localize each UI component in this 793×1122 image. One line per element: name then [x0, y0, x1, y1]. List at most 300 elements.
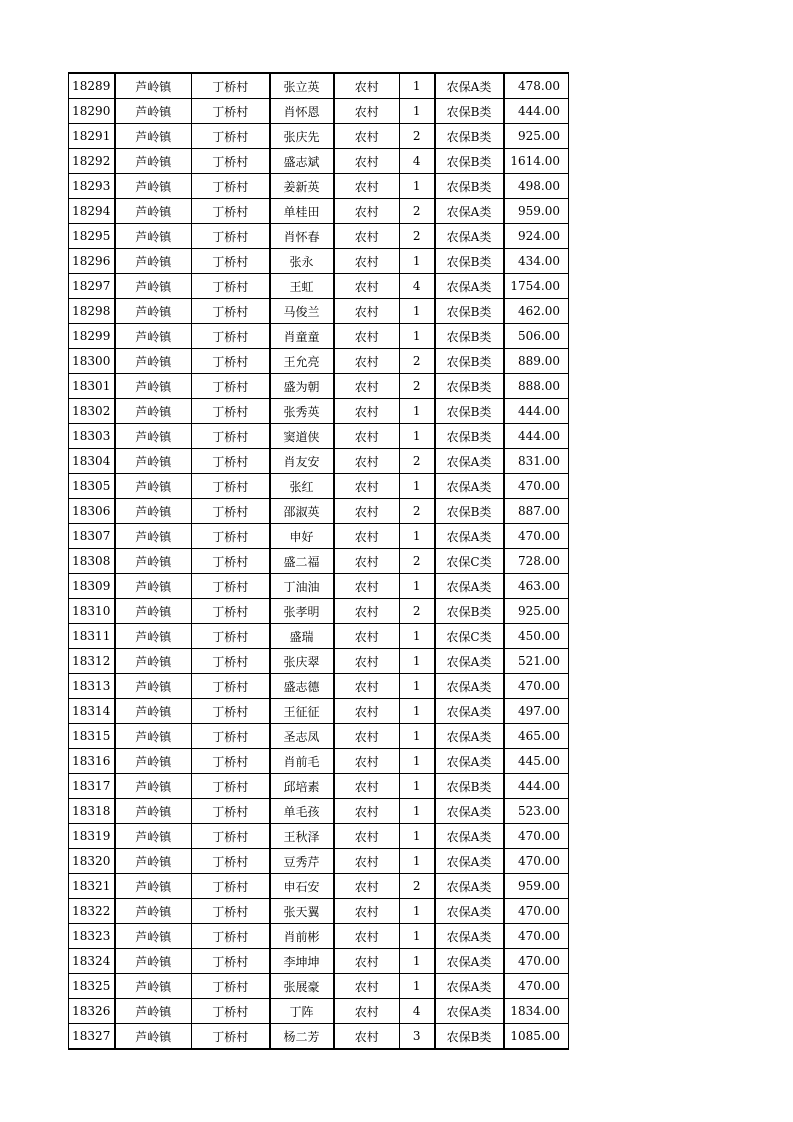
category-cell: 农保B类 — [435, 399, 504, 424]
table-row — [69, 274, 569, 299]
household-count-cell: 1 — [400, 174, 435, 199]
village-cell: 丁桥村 — [192, 174, 270, 199]
table-row — [69, 624, 569, 649]
amount-cell: 463.00 — [504, 574, 569, 599]
table-row — [69, 924, 569, 949]
area-type-cell: 农村 — [334, 99, 400, 124]
household-count-cell: 1 — [400, 974, 435, 999]
category-cell: 农保A类 — [435, 974, 504, 999]
village-cell: 丁桥村 — [192, 799, 270, 824]
record-id-cell: 18292 — [69, 149, 115, 174]
person-name-cell: 张永 — [270, 249, 334, 274]
category-cell: 农保A类 — [435, 649, 504, 674]
table-row — [69, 424, 569, 449]
record-id-cell: 18299 — [69, 324, 115, 349]
area-type-cell: 农村 — [334, 499, 400, 524]
record-id-cell: 18294 — [69, 199, 115, 224]
area-type-cell: 农村 — [334, 474, 400, 499]
household-count-cell: 1 — [400, 899, 435, 924]
household-count-cell: 1 — [400, 699, 435, 724]
category-cell: 农保B类 — [435, 499, 504, 524]
record-id-cell: 18305 — [69, 474, 115, 499]
person-name-cell: 王允亮 — [270, 349, 334, 374]
village-cell: 丁桥村 — [192, 73, 270, 99]
amount-cell: 523.00 — [504, 799, 569, 824]
town-cell: 芦岭镇 — [115, 599, 192, 624]
amount-cell: 497.00 — [504, 699, 569, 724]
record-id-cell: 18312 — [69, 649, 115, 674]
village-cell: 丁桥村 — [192, 124, 270, 149]
area-type-cell: 农村 — [334, 599, 400, 624]
amount-cell: 444.00 — [504, 424, 569, 449]
household-count-cell: 1 — [400, 924, 435, 949]
amount-cell: 959.00 — [504, 874, 569, 899]
area-type-cell: 农村 — [334, 549, 400, 574]
person-name-cell: 单桂田 — [270, 199, 334, 224]
village-cell: 丁桥村 — [192, 1024, 270, 1050]
amount-cell: 924.00 — [504, 224, 569, 249]
town-cell: 芦岭镇 — [115, 874, 192, 899]
category-cell: 农保A类 — [435, 574, 504, 599]
area-type-cell: 农村 — [334, 249, 400, 274]
person-name-cell: 马俊兰 — [270, 299, 334, 324]
category-cell: 农保B类 — [435, 124, 504, 149]
person-name-cell: 杨二芳 — [270, 1024, 334, 1050]
record-id-cell: 18310 — [69, 599, 115, 624]
village-cell: 丁桥村 — [192, 499, 270, 524]
category-cell: 农保B类 — [435, 149, 504, 174]
person-name-cell: 盛二福 — [270, 549, 334, 574]
area-type-cell: 农村 — [334, 174, 400, 199]
category-cell: 农保B类 — [435, 174, 504, 199]
category-cell: 农保A类 — [435, 899, 504, 924]
record-id-cell: 18311 — [69, 624, 115, 649]
person-name-cell: 姜新英 — [270, 174, 334, 199]
town-cell: 芦岭镇 — [115, 949, 192, 974]
record-id-cell: 18298 — [69, 299, 115, 324]
household-count-cell: 1 — [400, 299, 435, 324]
record-id-cell: 18309 — [69, 574, 115, 599]
category-cell: 农保B类 — [435, 374, 504, 399]
table-row — [69, 349, 569, 374]
amount-cell: 470.00 — [504, 974, 569, 999]
record-id-cell: 18318 — [69, 799, 115, 824]
amount-cell: 470.00 — [504, 924, 569, 949]
town-cell: 芦岭镇 — [115, 124, 192, 149]
record-id-cell: 18308 — [69, 549, 115, 574]
town-cell: 芦岭镇 — [115, 674, 192, 699]
table-row — [69, 974, 569, 999]
category-cell: 农保A类 — [435, 849, 504, 874]
household-count-cell: 1 — [400, 324, 435, 349]
village-cell: 丁桥村 — [192, 749, 270, 774]
record-id-cell: 18306 — [69, 499, 115, 524]
town-cell: 芦岭镇 — [115, 73, 192, 99]
area-type-cell: 农村 — [334, 424, 400, 449]
category-cell: 农保A类 — [435, 224, 504, 249]
amount-cell: 889.00 — [504, 349, 569, 374]
person-name-cell: 邱培素 — [270, 774, 334, 799]
table-row — [69, 774, 569, 799]
village-cell: 丁桥村 — [192, 324, 270, 349]
table-row — [69, 999, 569, 1024]
table-row — [69, 649, 569, 674]
town-cell: 芦岭镇 — [115, 749, 192, 774]
category-cell: 农保A类 — [435, 449, 504, 474]
household-count-cell: 1 — [400, 524, 435, 549]
town-cell: 芦岭镇 — [115, 174, 192, 199]
household-count-cell: 2 — [400, 449, 435, 474]
amount-cell: 887.00 — [504, 499, 569, 524]
village-cell: 丁桥村 — [192, 624, 270, 649]
village-cell: 丁桥村 — [192, 274, 270, 299]
town-cell: 芦岭镇 — [115, 799, 192, 824]
person-name-cell: 肖友安 — [270, 449, 334, 474]
village-cell: 丁桥村 — [192, 249, 270, 274]
record-id-cell: 18314 — [69, 699, 115, 724]
area-type-cell: 农村 — [334, 749, 400, 774]
category-cell: 农保B类 — [435, 424, 504, 449]
village-cell: 丁桥村 — [192, 949, 270, 974]
roster-body — [69, 73, 569, 1049]
household-count-cell: 1 — [400, 474, 435, 499]
household-count-cell: 1 — [400, 849, 435, 874]
area-type-cell: 农村 — [334, 349, 400, 374]
village-cell: 丁桥村 — [192, 649, 270, 674]
table-row — [69, 824, 569, 849]
table-row — [69, 949, 569, 974]
amount-cell: 470.00 — [504, 949, 569, 974]
household-count-cell: 3 — [400, 1024, 435, 1050]
household-count-cell: 1 — [400, 749, 435, 774]
table-row — [69, 724, 569, 749]
table-row — [69, 124, 569, 149]
record-id-cell: 18300 — [69, 349, 115, 374]
town-cell: 芦岭镇 — [115, 699, 192, 724]
village-cell: 丁桥村 — [192, 899, 270, 924]
area-type-cell: 农村 — [334, 299, 400, 324]
town-cell: 芦岭镇 — [115, 924, 192, 949]
village-cell: 丁桥村 — [192, 224, 270, 249]
subsidy-roster-table — [68, 72, 569, 1050]
household-count-cell: 1 — [400, 73, 435, 99]
household-count-cell: 1 — [400, 399, 435, 424]
amount-cell: 470.00 — [504, 524, 569, 549]
village-cell: 丁桥村 — [192, 149, 270, 174]
category-cell: 农保A类 — [435, 749, 504, 774]
town-cell: 芦岭镇 — [115, 399, 192, 424]
person-name-cell: 张秀英 — [270, 399, 334, 424]
table-row — [69, 374, 569, 399]
area-type-cell: 农村 — [334, 1024, 400, 1050]
record-id-cell: 18327 — [69, 1024, 115, 1050]
village-cell: 丁桥村 — [192, 474, 270, 499]
area-type-cell: 农村 — [334, 449, 400, 474]
record-id-cell: 18304 — [69, 449, 115, 474]
household-count-cell: 4 — [400, 274, 435, 299]
area-type-cell: 农村 — [334, 949, 400, 974]
person-name-cell: 肖前毛 — [270, 749, 334, 774]
person-name-cell: 张庆先 — [270, 124, 334, 149]
village-cell: 丁桥村 — [192, 549, 270, 574]
household-count-cell: 2 — [400, 599, 435, 624]
town-cell: 芦岭镇 — [115, 149, 192, 174]
town-cell: 芦岭镇 — [115, 624, 192, 649]
household-count-cell: 1 — [400, 99, 435, 124]
household-count-cell: 2 — [400, 549, 435, 574]
table-row — [69, 849, 569, 874]
amount-cell: 434.00 — [504, 249, 569, 274]
amount-cell: 445.00 — [504, 749, 569, 774]
table-row — [69, 524, 569, 549]
town-cell: 芦岭镇 — [115, 899, 192, 924]
town-cell: 芦岭镇 — [115, 499, 192, 524]
household-count-cell: 2 — [400, 199, 435, 224]
amount-cell: 1834.00 — [504, 999, 569, 1024]
amount-cell: 925.00 — [504, 124, 569, 149]
town-cell: 芦岭镇 — [115, 424, 192, 449]
category-cell: 农保A类 — [435, 199, 504, 224]
amount-cell: 470.00 — [504, 849, 569, 874]
category-cell: 农保A类 — [435, 874, 504, 899]
table-row — [69, 599, 569, 624]
category-cell: 农保A类 — [435, 824, 504, 849]
person-name-cell: 王征征 — [270, 699, 334, 724]
village-cell: 丁桥村 — [192, 699, 270, 724]
area-type-cell: 农村 — [334, 149, 400, 174]
village-cell: 丁桥村 — [192, 849, 270, 874]
area-type-cell: 农村 — [334, 524, 400, 549]
household-count-cell: 4 — [400, 999, 435, 1024]
category-cell: 农保B类 — [435, 349, 504, 374]
area-type-cell: 农村 — [334, 724, 400, 749]
amount-cell: 498.00 — [504, 174, 569, 199]
person-name-cell: 张庆翠 — [270, 649, 334, 674]
area-type-cell: 农村 — [334, 874, 400, 899]
village-cell: 丁桥村 — [192, 349, 270, 374]
record-id-cell: 18296 — [69, 249, 115, 274]
amount-cell: 470.00 — [504, 899, 569, 924]
amount-cell: 462.00 — [504, 299, 569, 324]
category-cell: 农保B类 — [435, 599, 504, 624]
person-name-cell: 申好 — [270, 524, 334, 549]
record-id-cell: 18302 — [69, 399, 115, 424]
town-cell: 芦岭镇 — [115, 574, 192, 599]
table-row — [69, 674, 569, 699]
person-name-cell: 张天翼 — [270, 899, 334, 924]
amount-cell: 1085.00 — [504, 1024, 569, 1050]
person-name-cell: 张红 — [270, 474, 334, 499]
village-cell: 丁桥村 — [192, 299, 270, 324]
amount-cell: 1614.00 — [504, 149, 569, 174]
household-count-cell: 1 — [400, 949, 435, 974]
amount-cell: 521.00 — [504, 649, 569, 674]
table-row — [69, 799, 569, 824]
amount-cell: 470.00 — [504, 474, 569, 499]
town-cell: 芦岭镇 — [115, 774, 192, 799]
area-type-cell: 农村 — [334, 924, 400, 949]
town-cell: 芦岭镇 — [115, 274, 192, 299]
town-cell: 芦岭镇 — [115, 824, 192, 849]
amount-cell: 444.00 — [504, 99, 569, 124]
category-cell: 农保A类 — [435, 73, 504, 99]
village-cell: 丁桥村 — [192, 374, 270, 399]
record-id-cell: 18313 — [69, 674, 115, 699]
area-type-cell: 农村 — [334, 899, 400, 924]
amount-cell: 478.00 — [504, 73, 569, 99]
table-row — [69, 874, 569, 899]
town-cell: 芦岭镇 — [115, 249, 192, 274]
person-name-cell: 肖前彬 — [270, 924, 334, 949]
area-type-cell: 农村 — [334, 574, 400, 599]
village-cell: 丁桥村 — [192, 599, 270, 624]
household-count-cell: 2 — [400, 349, 435, 374]
person-name-cell: 盛志斌 — [270, 149, 334, 174]
village-cell: 丁桥村 — [192, 824, 270, 849]
amount-cell: 1754.00 — [504, 274, 569, 299]
area-type-cell: 农村 — [334, 824, 400, 849]
person-name-cell: 张立英 — [270, 73, 334, 99]
village-cell: 丁桥村 — [192, 974, 270, 999]
table-row — [69, 1024, 569, 1050]
area-type-cell: 农村 — [334, 324, 400, 349]
area-type-cell: 农村 — [334, 849, 400, 874]
town-cell: 芦岭镇 — [115, 374, 192, 399]
table-row — [69, 324, 569, 349]
village-cell: 丁桥村 — [192, 574, 270, 599]
record-id-cell: 18293 — [69, 174, 115, 199]
category-cell: 农保A类 — [435, 999, 504, 1024]
table-row — [69, 73, 569, 99]
amount-cell: 444.00 — [504, 399, 569, 424]
category-cell: 农保A类 — [435, 949, 504, 974]
area-type-cell: 农村 — [334, 124, 400, 149]
record-id-cell: 18297 — [69, 274, 115, 299]
town-cell: 芦岭镇 — [115, 449, 192, 474]
person-name-cell: 丁阵 — [270, 999, 334, 1024]
household-count-cell: 1 — [400, 424, 435, 449]
household-count-cell: 1 — [400, 674, 435, 699]
area-type-cell: 农村 — [334, 374, 400, 399]
area-type-cell: 农村 — [334, 624, 400, 649]
category-cell: 农保A类 — [435, 474, 504, 499]
table-row — [69, 899, 569, 924]
category-cell: 农保C类 — [435, 549, 504, 574]
category-cell: 农保A类 — [435, 524, 504, 549]
area-type-cell: 农村 — [334, 974, 400, 999]
household-count-cell: 2 — [400, 224, 435, 249]
town-cell: 芦岭镇 — [115, 849, 192, 874]
amount-cell: 450.00 — [504, 624, 569, 649]
household-count-cell: 1 — [400, 774, 435, 799]
area-type-cell: 农村 — [334, 699, 400, 724]
area-type-cell: 农村 — [334, 674, 400, 699]
record-id-cell: 18315 — [69, 724, 115, 749]
person-name-cell: 王秋泽 — [270, 824, 334, 849]
category-cell: 农保B类 — [435, 1024, 504, 1050]
village-cell: 丁桥村 — [192, 674, 270, 699]
amount-cell: 444.00 — [504, 774, 569, 799]
town-cell: 芦岭镇 — [115, 974, 192, 999]
person-name-cell: 圣志凤 — [270, 724, 334, 749]
area-type-cell: 农村 — [334, 399, 400, 424]
household-count-cell: 2 — [400, 374, 435, 399]
record-id-cell: 18320 — [69, 849, 115, 874]
table-row — [69, 199, 569, 224]
village-cell: 丁桥村 — [192, 99, 270, 124]
table-row — [69, 549, 569, 574]
category-cell: 农保B类 — [435, 299, 504, 324]
record-id-cell: 18326 — [69, 999, 115, 1024]
record-id-cell: 18291 — [69, 124, 115, 149]
table-row — [69, 249, 569, 274]
town-cell: 芦岭镇 — [115, 524, 192, 549]
town-cell: 芦岭镇 — [115, 199, 192, 224]
village-cell: 丁桥村 — [192, 999, 270, 1024]
household-count-cell: 4 — [400, 149, 435, 174]
village-cell: 丁桥村 — [192, 399, 270, 424]
person-name-cell: 张展豪 — [270, 974, 334, 999]
area-type-cell: 农村 — [334, 774, 400, 799]
table-row — [69, 474, 569, 499]
town-cell: 芦岭镇 — [115, 299, 192, 324]
household-count-cell: 2 — [400, 874, 435, 899]
household-count-cell: 1 — [400, 624, 435, 649]
village-cell: 丁桥村 — [192, 874, 270, 899]
category-cell: 农保B类 — [435, 249, 504, 274]
town-cell: 芦岭镇 — [115, 724, 192, 749]
table-row — [69, 449, 569, 474]
amount-cell: 506.00 — [504, 324, 569, 349]
table-row — [69, 699, 569, 724]
person-name-cell: 王虹 — [270, 274, 334, 299]
record-id-cell: 18321 — [69, 874, 115, 899]
household-count-cell: 1 — [400, 724, 435, 749]
town-cell: 芦岭镇 — [115, 99, 192, 124]
amount-cell: 888.00 — [504, 374, 569, 399]
amount-cell: 470.00 — [504, 824, 569, 849]
amount-cell: 470.00 — [504, 674, 569, 699]
table-row — [69, 174, 569, 199]
category-cell: 农保A类 — [435, 674, 504, 699]
area-type-cell: 农村 — [334, 649, 400, 674]
town-cell: 芦岭镇 — [115, 1024, 192, 1050]
area-type-cell: 农村 — [334, 224, 400, 249]
category-cell: 农保B类 — [435, 324, 504, 349]
household-count-cell: 2 — [400, 124, 435, 149]
area-type-cell: 农村 — [334, 274, 400, 299]
record-id-cell: 18317 — [69, 774, 115, 799]
household-count-cell: 1 — [400, 824, 435, 849]
record-id-cell: 18316 — [69, 749, 115, 774]
table-row — [69, 574, 569, 599]
area-type-cell: 农村 — [334, 199, 400, 224]
household-count-cell: 1 — [400, 799, 435, 824]
person-name-cell: 丁油油 — [270, 574, 334, 599]
table-row — [69, 749, 569, 774]
household-count-cell: 2 — [400, 499, 435, 524]
record-id-cell: 18324 — [69, 949, 115, 974]
category-cell: 农保B类 — [435, 774, 504, 799]
person-name-cell: 窦道侠 — [270, 424, 334, 449]
person-name-cell: 申石安 — [270, 874, 334, 899]
area-type-cell: 农村 — [334, 73, 400, 99]
amount-cell: 831.00 — [504, 449, 569, 474]
household-count-cell: 1 — [400, 649, 435, 674]
record-id-cell: 18290 — [69, 99, 115, 124]
village-cell: 丁桥村 — [192, 199, 270, 224]
person-name-cell: 盛瑞 — [270, 624, 334, 649]
